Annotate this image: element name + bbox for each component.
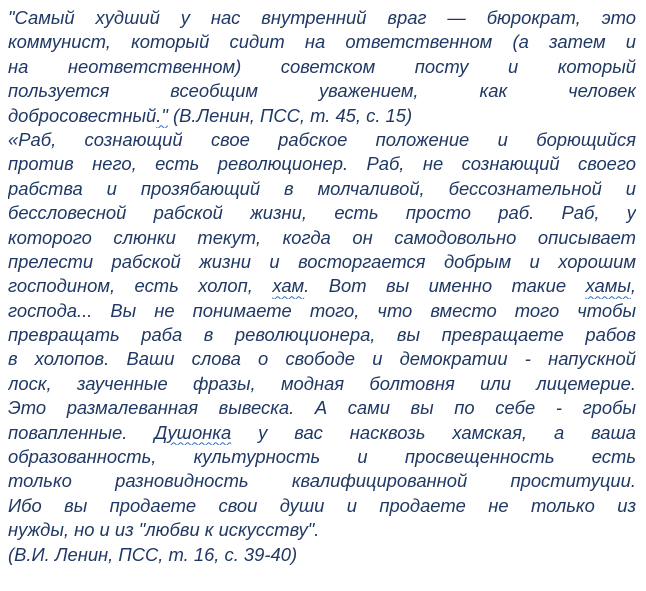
quote2-line-1: «Раб, сознающий свое рабское положение и борющийся xyxy=(8,128,636,150)
quote2-word-dushonka: Душонка xyxy=(154,421,232,443)
quote2-line-10: в холопов. Ваши слова о свободе и демократии - напускной xyxy=(8,348,636,370)
quote1-citation: (В.Ленин, ПСС, т. 45, с. 15) xyxy=(167,104,413,126)
quote2-line-7-part-e: , xyxy=(630,275,636,297)
quote2-line-13-part-c: у вас насквозь хамская, а ваша xyxy=(231,421,636,443)
document-body xyxy=(8,6,636,567)
quote2-line-17: нужды, но и из "любви к искусству". xyxy=(8,519,320,541)
quote2-line-6: прелести рабской жизни и восторгается добрым и хорошим xyxy=(8,250,636,272)
quote2-line-14: образованность, культурность и просвещенность есть xyxy=(8,446,636,468)
quote2-line-13 xyxy=(8,421,636,445)
quote2-line-7-part-c: . Вот вы именно такие xyxy=(304,275,586,297)
quote2-line-2: против него, есть революционер. Раб, не сознающий своего xyxy=(8,153,636,175)
quote2-word-ham: хам xyxy=(272,275,305,297)
quote2-word-hamy: хамы xyxy=(585,275,631,297)
quote2-line-9: превращать раба в революционера, вы превращаете рабов xyxy=(8,324,636,346)
quote1-last-word: добросовестный xyxy=(8,104,157,126)
quote1-line-2: коммунист, который сидит на ответственном (а затем и xyxy=(8,31,636,53)
quote1-line-4: пользуется всеобщим уважением, как человек xyxy=(8,80,636,102)
quote2-line-7 xyxy=(8,274,636,298)
quote1-line-5 xyxy=(8,104,636,128)
quote2-line-7-part-a: господином, есть холоп, xyxy=(8,275,273,297)
quote1-end-mark: ." xyxy=(156,104,168,126)
quote2-line-8: господа... Вы не понимаете того, что вместо того чтобы xyxy=(8,299,636,321)
quote2-line-15: только разновидность квалифицированной проституции. xyxy=(8,470,636,492)
quote2-line-3: рабства и прозябающий в молчаливой, бессознательной и xyxy=(8,177,636,199)
quote1-line-3: на неответственном) советском посту и который xyxy=(8,55,636,77)
quote1-line-1: "Самый худший у нас внутренний враг — бюрократ, это xyxy=(8,7,636,28)
quote2-line-5: которого слюнки текут, когда он самодовольно описывает xyxy=(8,226,636,248)
quote2-line-13-part-a: повапленные. xyxy=(8,421,155,443)
quote2-line-12: Это размалеванная вывеска. А сами вы по себе - гробы xyxy=(8,397,636,419)
quote2-citation: (В.И. Ленин, ПСС, т. 16, с. 39-40) xyxy=(8,543,298,565)
quote2-line-16: Ибо вы продаете свои души и продаете не только из xyxy=(8,494,636,516)
quote2-line-11: лоск, заученные фразы, модная болтовня или лицемерие. xyxy=(8,372,636,394)
quote2-line-4: бессловесной рабской жизни, есть просто раб. Раб, у xyxy=(8,202,636,224)
